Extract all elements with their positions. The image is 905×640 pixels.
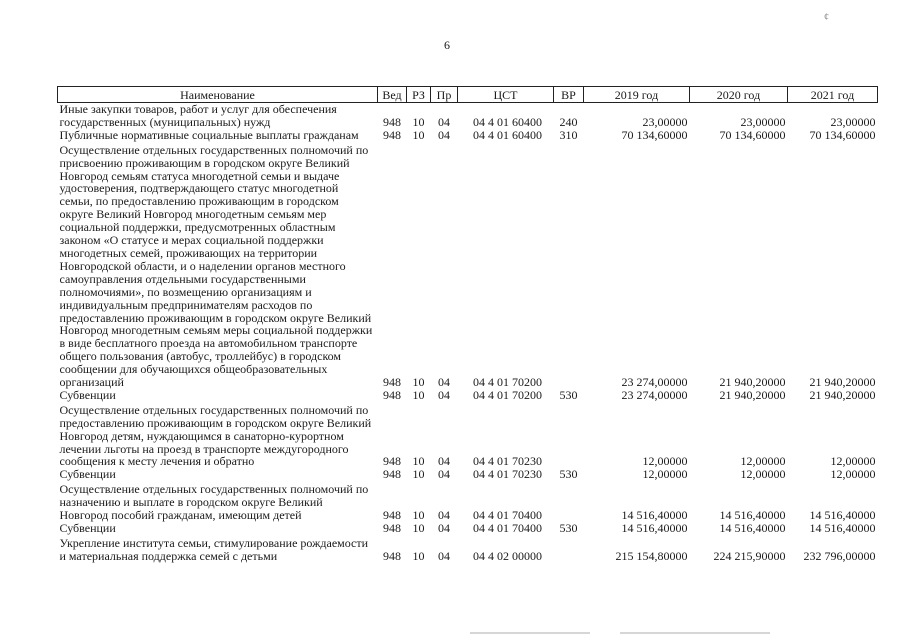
row-rz: 10 — [412, 388, 425, 402]
row-pr: 04 — [438, 468, 450, 482]
row-name: Укрепление института семьи, стимулирование рождаемости и материальная поддержка семей с детьми — [59, 535, 369, 563]
row-2019: 215 154,80000 — [615, 548, 688, 563]
row-ved: 948 — [383, 128, 401, 142]
row-pr: 04 — [438, 522, 450, 535]
row-rz: 10 — [412, 508, 425, 522]
header-cst: ЦСТ — [458, 87, 554, 103]
row-vr: 530 — [559, 388, 578, 402]
row-2021: 23,00000 — [830, 114, 876, 129]
row-rz: 10 — [412, 128, 425, 142]
row-pr: 04 — [438, 548, 450, 563]
row-ved: 948 — [383, 508, 401, 522]
row-2021: 12,00000 — [830, 468, 876, 482]
row-name: Публичные нормативные социальные выплаты гражданам — [59, 128, 359, 142]
row-name: Субвенции — [59, 468, 116, 482]
header-ved: Вед — [378, 87, 407, 103]
row-rz: 10 — [412, 114, 425, 129]
row-ved: 948 — [383, 375, 401, 389]
row-cst: 04 4 01 60400 — [473, 114, 542, 129]
table-row — [58, 402, 878, 469]
budget-table — [57, 86, 878, 563]
row-vr — [554, 402, 584, 469]
row-2020: 224 215,90000 — [713, 548, 786, 563]
row-vr — [554, 481, 584, 522]
row-2020: 23,00000 — [740, 114, 786, 129]
row-cst: 04 4 01 70230 — [473, 468, 542, 482]
row-2019: 14 516,40000 — [621, 508, 688, 522]
table-row — [58, 522, 878, 535]
row-2021: 21 940,20000 — [809, 375, 876, 389]
row-vr: 310 — [559, 128, 578, 142]
table-row — [58, 129, 878, 142]
table-header-row — [58, 87, 878, 103]
row-vr: 240 — [559, 114, 578, 129]
row-name: Субвенции — [59, 388, 116, 402]
row-2021: 70 134,60000 — [809, 128, 876, 142]
row-2020: 70 134,60000 — [719, 128, 786, 142]
row-pr: 04 — [438, 375, 450, 389]
row-2019: 23 274,00000 — [621, 375, 688, 389]
row-cst: 04 4 01 70200 — [473, 375, 542, 389]
row-ved: 948 — [383, 454, 401, 469]
row-2020: 21 940,20000 — [719, 388, 786, 402]
row-2021: 12,00000 — [830, 454, 876, 469]
row-rz: 10 — [412, 548, 425, 563]
row-cst: 04 4 01 70400 — [473, 508, 542, 522]
table-row — [58, 142, 878, 389]
row-vr: 530 — [559, 522, 578, 535]
header-2020: 2020 год — [690, 87, 788, 103]
table-row — [58, 389, 878, 402]
row-rz: 10 — [412, 454, 425, 469]
row-ved: 948 — [383, 548, 401, 563]
row-cst: 04 4 01 70230 — [473, 454, 542, 469]
row-2021: 14 516,40000 — [809, 508, 876, 522]
row-2020: 12,00000 — [740, 454, 786, 469]
row-2020: 12,00000 — [740, 468, 786, 482]
row-name: Осуществление отдельных государственных полномочий по предоставлению проживающим в городском округе Великий Новгород детям, нуждающимся в санаторно-курортном лечении льготы на проезд в транспорте междугородного сообщения к месту лечения и обратно — [59, 402, 372, 469]
row-name: Субвенции — [59, 522, 116, 535]
corner-mark: ¢ — [824, 12, 829, 23]
row-ved: 948 — [383, 522, 401, 535]
row-ved: 948 — [383, 388, 401, 402]
row-2019: 70 134,60000 — [621, 128, 688, 142]
row-2021: 232 796,00000 — [803, 548, 876, 563]
row-2021: 21 940,20000 — [809, 388, 876, 402]
row-vr — [554, 142, 584, 389]
row-2021: 14 516,40000 — [809, 522, 876, 535]
header-2019: 2019 год — [584, 87, 690, 103]
row-2019: 14 516,40000 — [621, 522, 688, 535]
header-2021: 2021 год — [788, 87, 878, 103]
page-number: 6 — [444, 38, 450, 52]
scan-artifact — [470, 632, 590, 634]
table-row — [58, 481, 878, 522]
row-pr: 04 — [438, 454, 450, 469]
header-pr: Пр — [431, 87, 458, 103]
row-2019: 12,00000 — [642, 468, 688, 482]
header-vr: ВР — [554, 87, 584, 103]
row-pr: 04 — [438, 388, 450, 402]
row-2020: 14 516,40000 — [719, 508, 786, 522]
table-row — [58, 103, 878, 129]
row-vr: 530 — [559, 468, 578, 482]
row-ved: 948 — [383, 114, 401, 129]
table-row — [58, 468, 878, 481]
row-cst: 04 4 01 60400 — [473, 128, 542, 142]
row-pr: 04 — [438, 114, 450, 129]
row-name: Осуществление отдельных государственных полномочий по назначению и выплате в городском округе Великий Новгород пособий гражданам, имеющим детей — [59, 482, 369, 522]
row-cst: 04 4 01 70400 — [473, 522, 542, 535]
row-cst: 04 4 02 00000 — [473, 548, 542, 563]
row-rz: 10 — [412, 468, 425, 482]
scan-artifact — [620, 632, 770, 634]
row-2019: 23,00000 — [642, 114, 688, 129]
row-name: Иные закупки товаров, работ и услуг для обеспечения государственных (муниципальных) нужд — [59, 102, 337, 129]
row-rz: 10 — [412, 375, 425, 389]
row-pr: 04 — [438, 128, 450, 142]
row-2020: 14 516,40000 — [719, 522, 786, 535]
row-cst: 04 4 01 70200 — [473, 388, 542, 402]
row-rz: 10 — [412, 522, 425, 535]
row-2019: 12,00000 — [642, 454, 688, 469]
row-2020: 21 940,20000 — [719, 375, 786, 389]
table-row — [58, 535, 878, 563]
header-rz: РЗ — [407, 87, 431, 103]
row-ved: 948 — [383, 468, 401, 482]
row-2019: 23 274,00000 — [621, 388, 688, 402]
header-name: Наименование — [58, 87, 378, 103]
row-pr: 04 — [438, 508, 450, 522]
row-vr — [554, 535, 584, 563]
row-name: Осуществление отдельных государственных полномочий по присвоению проживающим в городском округе Великий Новгород семьям статуса многодетной семьи и выдаче удостоверения, подтверждающего статус многодетной семьи, по предоставлению проживающим в городском округе Великий Новгород многодетным семьям мер социальной поддержки, предусмотренных областным законом «О статусе и мерах социальной поддержки многодетных семей, проживающих на территории Новгородской области, и о наделении органов местного самоуправления отдельными государственными полномочиями», по возмещению организациям и индивидуальным предпринимателям расходов по предоставлению проживающим в городском округе Великий Новгород многодетным семьям меры социальной поддержки в виде бесплатного проезда на автомобильном транспорте общего пользования (автобус, троллейбус) в городском сообщении для обучающихся общеобразовательных организаций — [59, 142, 373, 389]
